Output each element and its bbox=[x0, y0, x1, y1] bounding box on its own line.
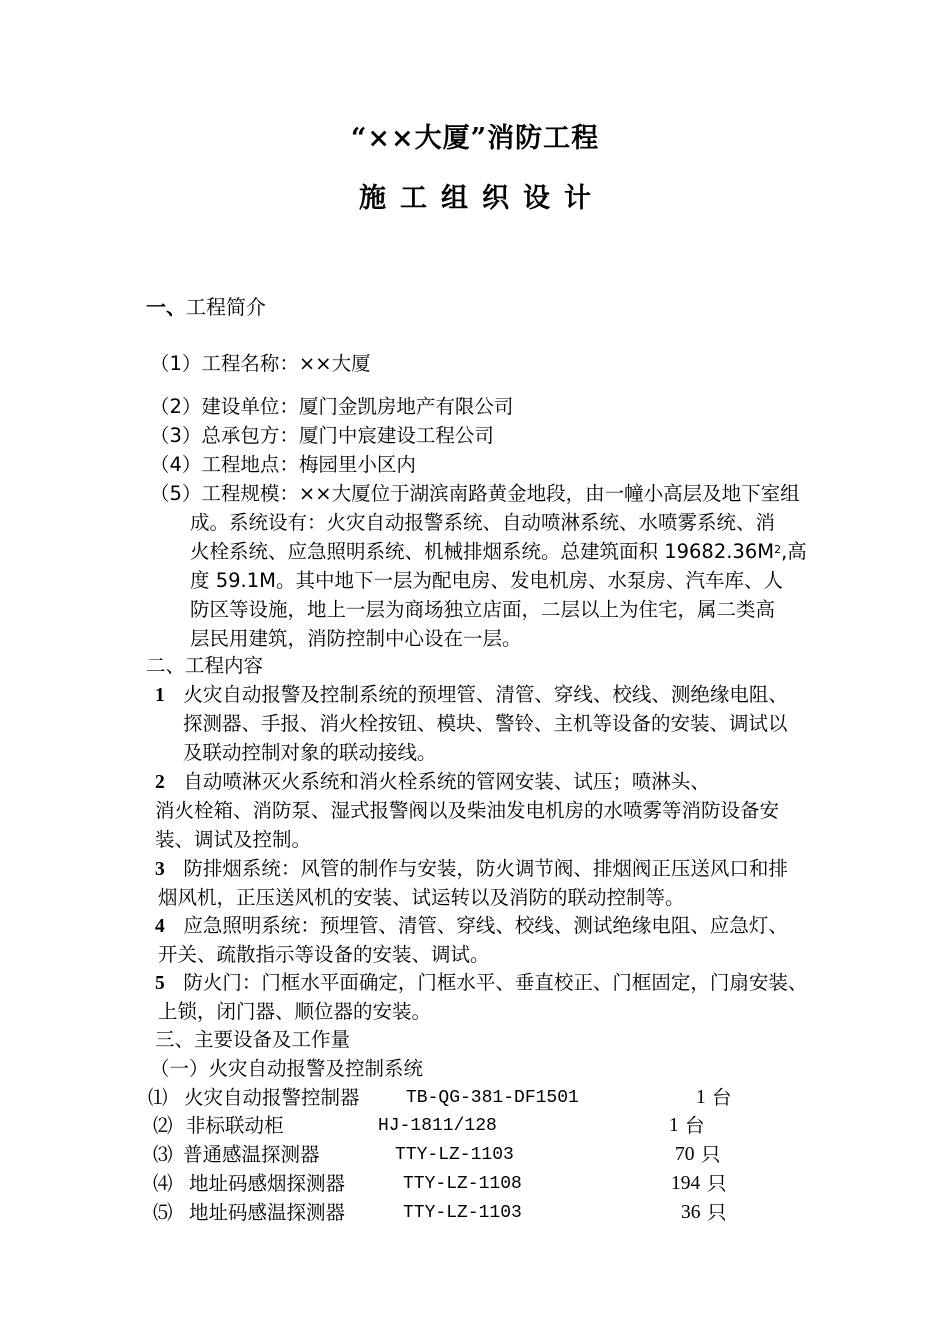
equipment-model: TB-QG-381-DF1501 bbox=[406, 1088, 579, 1108]
content-item-4-line: 开关、疏散指示等设备的安装、调试。 bbox=[158, 943, 490, 966]
document-subtitle: 施工组织设计 bbox=[359, 183, 605, 214]
equipment-row bbox=[153, 1141, 793, 1169]
equipment-model: HJ-1811/128 bbox=[378, 1116, 497, 1136]
content-item-2-line: 消火栓箱、消防泵、湿式报警阀以及柴油发电机房的水喷雾等消防设备安 bbox=[155, 799, 780, 822]
equipment-name: 地址码感温探测器 bbox=[189, 1201, 346, 1224]
equipment-index: ⑵ bbox=[153, 1114, 173, 1137]
info-contractor: （3）总承包方：厦门中宸建设工程公司 bbox=[150, 424, 494, 447]
info-scale-line: （5）工程规模：××大厦位于湖滨南路黄金地段，由一幢小高层及地下室组 bbox=[150, 482, 800, 505]
equipment-model: TTY-LZ-1103 bbox=[395, 1145, 514, 1165]
info-builder: （2）建设单位：厦门金凯房地产有限公司 bbox=[150, 395, 514, 418]
document-title: “××大厦”消防工程 bbox=[350, 123, 600, 154]
equipment-row bbox=[148, 1084, 788, 1112]
equipment-unit: 台 bbox=[712, 1086, 732, 1109]
equipment-row bbox=[153, 1170, 793, 1198]
content-item-2-line: 装、调试及控制。 bbox=[155, 828, 312, 851]
equipment-row bbox=[153, 1199, 793, 1227]
content-item-2: 2 自动喷淋灭火系统和消火栓系统的管网安装、试压；喷淋头、 bbox=[155, 770, 710, 793]
content-item-1: 1 火灾自动报警及控制系统的预埋管、清管、穿线、校线、测绝缘电阻、 bbox=[155, 683, 788, 706]
info-scale-line: 防区等设施，地上一层为商场独立店面，二层以上为住宅，属二类高 bbox=[190, 598, 776, 621]
info-project-name: （1）工程名称：××大厦 bbox=[150, 352, 371, 375]
section2-heading: 二、工程内容 bbox=[146, 654, 264, 677]
info-scale-line: 度 59.1M。其中地下一层为配电房、发电机房、水泵房、汽车库、人 bbox=[190, 569, 783, 592]
equipment-model: TTY-LZ-1103 bbox=[403, 1203, 522, 1223]
equipment-unit: 只 bbox=[707, 1172, 727, 1195]
section1-heading: 一、工程简介 bbox=[146, 295, 266, 319]
content-item-5-line: 上锁，闭门器、顺位器的安装。 bbox=[158, 1000, 432, 1023]
content-item-3: 3 防排烟系统：风管的制作与安装，防火调节阀、排烟阀正压送风口和排 bbox=[155, 857, 788, 880]
equipment-name: 普通感温探测器 bbox=[183, 1143, 320, 1166]
content-item-3-line: 烟风机，正压送风机的安装、试运转以及消防的联动控制等。 bbox=[158, 886, 685, 909]
equipment-qty: 1 bbox=[669, 1115, 679, 1136]
info-scale-line: 层民用建筑，消防控制中心设在一层。 bbox=[190, 627, 522, 650]
section3-subheading: （一）火灾自动报警及控制系统 bbox=[150, 1057, 424, 1080]
equipment-qty: 194 bbox=[671, 1173, 701, 1194]
content-item-4: 4 应急照明系统：预埋管、清管、穿线、校线、测试绝缘电阻、应急灯、 bbox=[155, 914, 788, 937]
equipment-model: TTY-LZ-1108 bbox=[403, 1174, 522, 1194]
equipment-name: 火灾自动报警控制器 bbox=[184, 1086, 360, 1109]
equipment-unit: 只 bbox=[701, 1143, 721, 1166]
equipment-index: ⑷ bbox=[153, 1172, 173, 1195]
info-scale-line: 火栓系统、应急照明系统、机械排烟系统。总建筑面积 $19682.36M^2$,高 bbox=[190, 540, 807, 563]
equipment-index: ⑸ bbox=[153, 1201, 173, 1224]
equipment-name: 非标联动柜 bbox=[186, 1114, 284, 1137]
equipment-qty: 70 bbox=[675, 1144, 695, 1165]
area-superscript: 2 bbox=[774, 543, 782, 556]
equipment-unit: 只 bbox=[707, 1201, 727, 1224]
equipment-index: ⑶ bbox=[153, 1143, 173, 1166]
equipment-qty: 1 bbox=[696, 1087, 706, 1108]
equipment-unit: 台 bbox=[685, 1114, 705, 1137]
equipment-index: ⑴ bbox=[148, 1086, 168, 1109]
section3-heading: 三、主要设备及工作量 bbox=[155, 1028, 351, 1051]
content-item-1-line: 探测器、手报、消火栓按钮、模块、警铃、主机等设备的安装、调试以 bbox=[183, 712, 788, 735]
equipment-qty: 36 bbox=[681, 1202, 701, 1223]
info-scale-line: 成。系统设有：火灾自动报警系统、自动喷淋系统、水喷雾系统、消 bbox=[190, 511, 776, 534]
equipment-row bbox=[153, 1112, 793, 1140]
content-item-1-line: 及联动控制对象的联动接线。 bbox=[183, 741, 437, 764]
content-item-5: 5 防火门：门框水平面确定，门框水平、垂直校正、门框固定，门扇安装、 bbox=[155, 971, 808, 994]
equipment-name: 地址码感烟探测器 bbox=[189, 1172, 346, 1195]
info-location: （4）工程地点：梅园里小区内 bbox=[150, 453, 416, 476]
